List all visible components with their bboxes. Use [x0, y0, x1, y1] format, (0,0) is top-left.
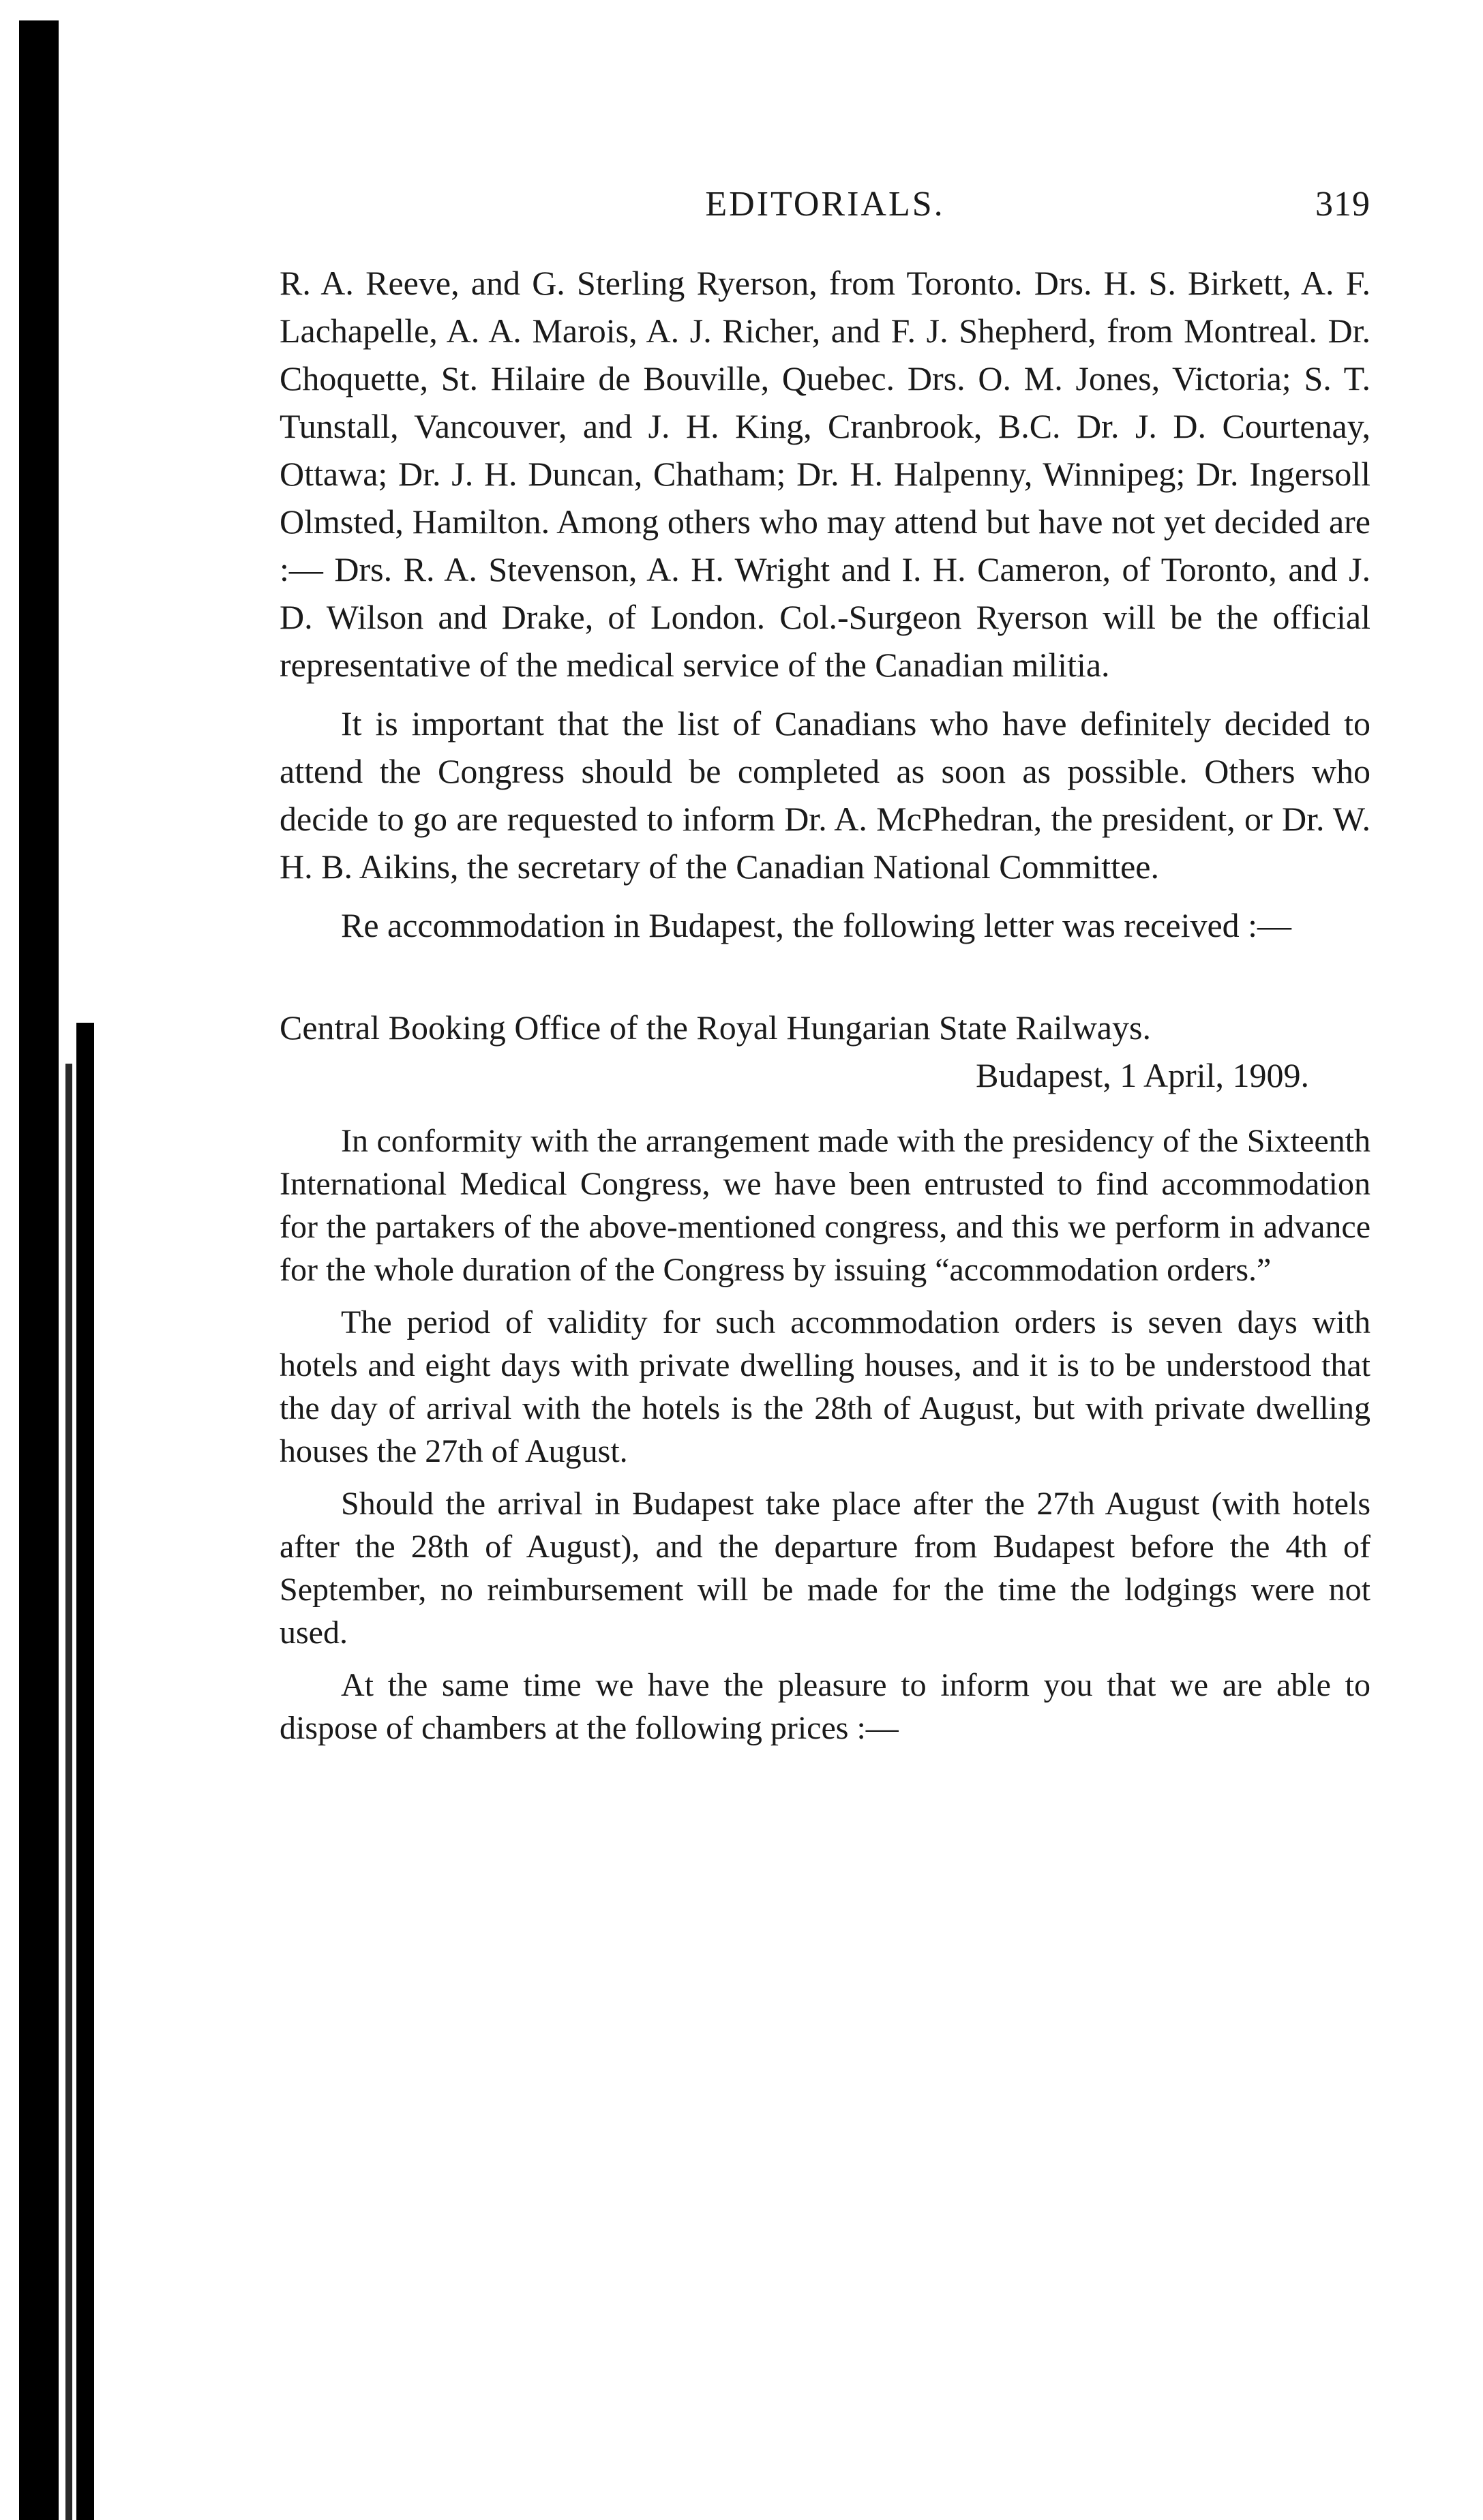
paragraph-accommodation: Re accommodation in Budapest, the following letter was received :—	[341, 906, 1292, 944]
binding-gap	[65, 1064, 72, 2520]
binding-edge	[19, 20, 59, 2520]
letter-paragraph-conformity: In conformity with the arrangement made with the presidency of the Sixteenth International Medical Congress, we have been entrusted to find accommodation for the partakers of the above-mentioned congress, and this we perform in advance for the whole duration of the Congress by issuing “accommodation orders.”	[280, 1123, 1370, 1288]
letter-paragraph-arrival: Should the arrival in Budapest take place after the 27th August (with hotels after the 28th of August), and the departure from Budapest before the 4th of September, no reimbursement will be made for the time the lodgings were not used.	[280, 1486, 1370, 1651]
page-number: 319	[1315, 185, 1370, 224]
letter-heading: Central Booking Office of the Royal Hungarian State Railways.	[280, 1008, 1151, 1047]
running-head	[280, 184, 1370, 232]
letter-body	[280, 1120, 1370, 1750]
running-title: EDITORIALS.	[705, 185, 945, 224]
paragraph-attendees: R. A. Reeve, and G. Sterling Ryerson, from Toronto. Drs. H. S. Birkett, A. F. Lachapelle, A. A. Marois, A. J. Richer, and F. J. Shepherd, from Montreal. Dr. Choquette, St. Hilaire de Bouville, Quebec. Drs. O. M. Jones, Victoria; S. T. Tunstall, Vancouver, and J. H. King, Cranbrook, B.C. Dr. J. D. Courtenay, Ottawa; Dr. J. H. Duncan, Chatham; Dr. H. Halpenny, Winnipeg; Dr. Ingersoll Olmsted, Hamilton. Among others who may attend but have not yet decided are :— Drs. R. A. Stevenson, A. H. Wright and I. H. Cameron, of Toronto, and J. D. Wilson and Drake, of London. Col.-Surgeon Ryerson will be the official representative of the medical service of the Canadian militia.	[280, 264, 1370, 684]
letter-paragraph-prices: At the same time we have the pleasure to inform you that we are able to dispose of chambers at the following prices :—	[280, 1667, 1370, 1746]
editorial-body	[280, 259, 1370, 949]
page	[280, 184, 1370, 1759]
letter-paragraph-validity: The period of validity for such accommodation orders is seven days with hotels and eight days with private dwelling houses, and it is to be understood that the day of arrival with the hotels is the 28th of August, but with private dwelling houses the 27th of August.	[280, 1304, 1370, 1469]
paragraph-list-request: It is important that the list of Canadians who have definitely decided to attend the Congress should be completed as soon as possible. Others who decide to go are requested to inform Dr. A. McPhedran, the president, or Dr. W. H. B. Aikins, the secretary of the Canadian National Committee.	[280, 704, 1370, 886]
binding-edge-inner	[76, 1023, 94, 2520]
letter-date: Budapest, 1 April, 1909.	[976, 1056, 1309, 1094]
quoted-letter	[280, 1004, 1370, 1750]
